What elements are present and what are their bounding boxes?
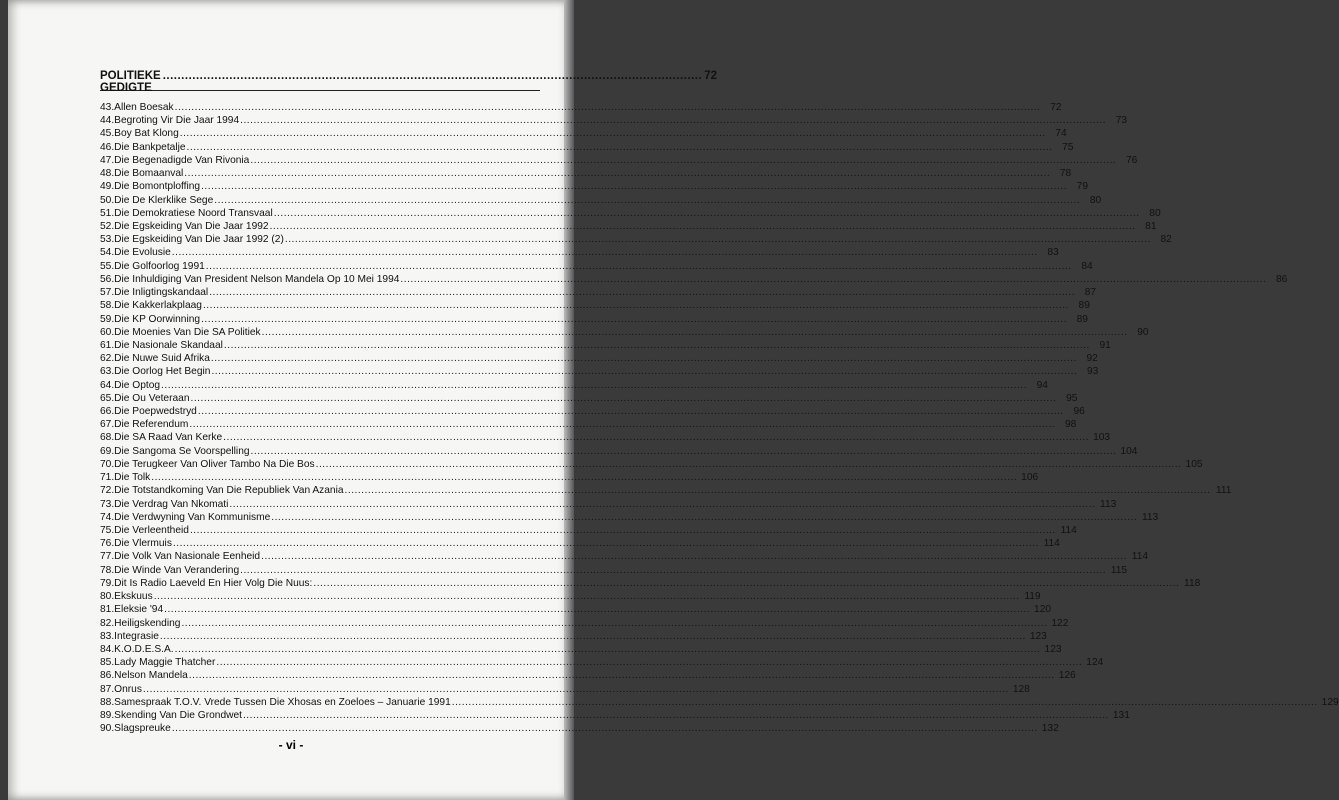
leader-dots: .................................................................................................................................................................................................................................................................... [186, 141, 1053, 153]
entry-title: Die Poepwedstryd [114, 406, 197, 418]
toc-entry [100, 220, 1157, 233]
entry-title: Die Verdwyning Van Kommunisme [114, 511, 271, 523]
toc-entry [100, 379, 1048, 392]
leader-dots: .................................................................................................................................................. [162, 70, 703, 82]
entry-title: Die Bomontploffing [114, 181, 201, 193]
entry-page-number: 124 [1086, 657, 1104, 669]
leader-dots: .................................................................................................................................................................................................................................................................... [205, 260, 1072, 272]
entry-page-number: 120 [1034, 604, 1052, 616]
entry-title: Die Evolusie [114, 247, 171, 259]
toc-entry [100, 590, 1041, 603]
toc-entry [100, 392, 1078, 405]
entry-page-number: 115 [1110, 564, 1128, 576]
toc-entry [100, 643, 1062, 656]
entry-page-number: 90 [1137, 326, 1149, 338]
toc-entry [100, 101, 1062, 114]
entry-title: Die Demokratiese Noord Transvaal [114, 207, 273, 219]
entry-number: 77. [100, 551, 115, 563]
entry-title: Eleksie '94 [114, 604, 164, 616]
entry-number: 69. [100, 445, 115, 457]
entry-page-number: 114 [1131, 551, 1149, 563]
entry-number: 47. [100, 154, 115, 166]
toc-entry [100, 326, 1149, 339]
entry-number: 67. [100, 419, 115, 431]
toc-entry [100, 286, 1097, 299]
entry-title: Die Optog [114, 379, 161, 391]
entry-number: 44. [100, 115, 115, 127]
entry-page-number: 89 [1078, 300, 1090, 312]
leader-dots: .................................................................................................................................................................................................................................................................... [451, 696, 1318, 708]
leader-dots: .................................................................................................................................................................................................................................................................... [400, 273, 1267, 285]
entry-number: 75. [100, 525, 115, 536]
toc-entry [100, 246, 1059, 259]
toc-entry [100, 471, 1039, 484]
entry-page-number: 95 [1066, 392, 1078, 404]
entry-page-number: 111 [1215, 485, 1232, 497]
section-title: POLITIEKE GEDIGTE [100, 70, 161, 94]
toc-entry [100, 564, 1128, 577]
entry-page-number: 83 [1047, 247, 1059, 259]
toc-entry [100, 194, 1102, 207]
entry-number: 59. [100, 313, 115, 325]
entry-number: 84. [100, 643, 115, 655]
entry-number: 53. [100, 234, 115, 246]
entry-title: Die Kakkerlakplaag [114, 300, 202, 312]
leader-dots: .................................................................................................................................................................................................................................................................... [271, 511, 1138, 523]
toc-entry [100, 233, 1172, 246]
entry-number: 87. [100, 683, 115, 695]
toc-entry [100, 154, 1138, 167]
entry-title: Die SA Raad Van Kerke [114, 432, 223, 444]
entry-number: 86. [100, 670, 115, 682]
entry-page-number: 132 [1041, 723, 1059, 735]
entry-title: Samespraak T.O.V. Vrede Tussen Die Xhosas en Zoeloes – Januarie 1991 [114, 696, 451, 708]
entry-title: Die Volk Van Nasionale Eenheid [114, 551, 261, 563]
entry-title: Onrus [114, 683, 142, 695]
entry-number: 49. [100, 181, 115, 193]
entry-title: Begroting Vir Die Jaar 1994 [114, 115, 240, 127]
toc-entry [100, 127, 1067, 140]
entry-number: 88. [100, 696, 115, 708]
entry-title: Die Inligtingskandaal [114, 287, 209, 299]
leader-dots: .................................................................................................................................................................................................................................................................... [164, 604, 1031, 616]
entry-number: 62. [100, 353, 115, 365]
entry-number: 79. [100, 577, 115, 589]
leader-dots: .................................................................................................................................................................................................................................................................... [261, 326, 1128, 338]
entry-title: Die Verdrag Van Nkomati [114, 498, 229, 510]
entry-number: 66. [100, 406, 115, 418]
entry-page-number: 79 [1076, 181, 1088, 193]
entry-page-number: 86 [1276, 273, 1288, 285]
entry-title: Die De Klerklike Sege [114, 194, 214, 206]
entry-title: Ekskuus [114, 591, 153, 603]
leader-dots: .................................................................................................................................................................................................................................................................... [273, 207, 1140, 219]
leader-dots: .................................................................................................................................................................................................................................................................... [201, 181, 1067, 193]
entry-page-number: 81 [1145, 220, 1157, 232]
entry-title: Boy Bat Klong [114, 128, 179, 140]
entry-page-number: 98 [1064, 419, 1077, 431]
leader-dots: .................................................................................................................................................................................................................................................................... [197, 406, 1064, 418]
toc-entry [100, 339, 1111, 352]
toc-entry [100, 511, 1159, 524]
entry-number: 85. [100, 657, 115, 669]
entry-number: 78. [100, 564, 115, 576]
entry-number: 70. [100, 458, 115, 470]
toc-entry [100, 273, 1288, 286]
entry-title: Die Oorlog Het Begin [114, 366, 211, 378]
entry-title: Die KP Oorwinning [114, 313, 201, 325]
leader-dots: .................................................................................................................................................................................................................................................................... [171, 723, 1038, 735]
entry-title: Die Bomaanval [114, 168, 184, 180]
leader-dots: .................................................................................................................................................................................................................................................................... [181, 617, 1048, 629]
leader-dots: .................................................................................................................................................................................................................................................................... [190, 392, 1057, 404]
entry-page-number: 114 [1043, 538, 1060, 550]
entry-page-number: 113 [1141, 511, 1159, 523]
leader-dots: .................................................................................................................................................................................................................................................................... [214, 194, 1081, 206]
entry-title: Die Begenadigde Van Rivonia [114, 154, 250, 166]
entry-title: Die Sangoma Se Voorspelling [114, 445, 250, 457]
toc-entry [100, 167, 1072, 180]
leader-dots: .................................................................................................................................................................................................................................................................... [201, 313, 1067, 325]
entry-page-number: 96 [1073, 406, 1085, 418]
entry-page-number: 104 [1120, 445, 1138, 457]
entry-number: 63. [100, 366, 115, 378]
entry-page-number: 82 [1160, 234, 1172, 246]
entry-number: 56. [100, 273, 115, 285]
entry-page-number: 128 [1012, 683, 1030, 695]
leader-dots: .................................................................................................................................................................................................................................................................... [174, 102, 1041, 113]
leader-dots: .................................................................................................................................................................................................................................................................... [209, 287, 1076, 299]
entry-page-number: 106 [1021, 472, 1039, 484]
leader-dots: .................................................................................................................................................................................................................................................................... [240, 115, 1107, 127]
entry-number: 48. [100, 168, 115, 180]
entry-number: 61. [100, 339, 115, 351]
leader-dots: .................................................................................................................................................................................................................................................................... [151, 472, 1018, 484]
entry-title: Heiligskending [114, 617, 181, 629]
toc-entry [100, 603, 1052, 616]
leader-dots: .................................................................................................................................................................................................................................................................... [315, 458, 1182, 470]
entry-number: 52. [100, 220, 115, 232]
entry-page-number: 131 [1112, 710, 1130, 722]
entry-title: Integrasie [114, 630, 159, 642]
entry-number: 80. [100, 591, 115, 603]
entry-title: K.O.D.E.S.A. [114, 643, 174, 655]
leader-dots: .................................................................................................................................................................................................................................................................... [171, 247, 1038, 259]
entry-number: 57. [100, 287, 115, 299]
entry-page-number: 73 [1115, 115, 1128, 127]
toc-entry [100, 458, 1203, 471]
toc-entry [100, 418, 1077, 431]
toc-entry [100, 498, 1117, 511]
leader-dots: .................................................................................................................................................................................................................................................................... [250, 154, 1117, 166]
document-page [8, 0, 1339, 800]
entry-page-number: 105 [1185, 458, 1203, 470]
leader-dots: .................................................................................................................................................................................................................................................................... [188, 670, 1055, 682]
leader-dots: .................................................................................................................................................................................................................................................................... [184, 168, 1051, 180]
entry-title: Skending Van Die Grondwet [114, 710, 242, 722]
section-page-number: 72 [704, 70, 717, 82]
leader-dots: .................................................................................................................................................................................................................................................................... [210, 353, 1077, 365]
entry-title: Die Ou Veteraan [114, 392, 190, 404]
entry-number: 72. [100, 485, 115, 497]
leader-dots: .................................................................................................................................................................................................................................................................... [344, 485, 1211, 497]
section-heading [100, 70, 717, 94]
entry-number: 45. [100, 128, 115, 140]
entry-number: 64. [100, 379, 115, 391]
entry-title: Lady Maggie Thatcher [114, 657, 216, 669]
entry-page-number: 119 [1024, 591, 1041, 603]
toc-entry [100, 683, 1030, 696]
leader-dots: .................................................................................................................................................................................................................................................................... [250, 445, 1117, 457]
entry-page-number: 80 [1149, 207, 1161, 219]
leader-dots: .................................................................................................................................................................................................................................................................... [223, 339, 1090, 351]
entry-page-number: 74 [1055, 128, 1067, 140]
entry-number: 68. [100, 432, 115, 444]
entry-title: Die Verleentheid [114, 525, 189, 536]
entry-number: 43. [100, 102, 115, 113]
leader-dots: .................................................................................................................................................................................................................................................................... [189, 525, 1056, 536]
entry-title: Die Golfoorlog 1991 [114, 260, 205, 272]
entry-number: 81. [100, 604, 115, 616]
entry-title: Nelson Mandela [114, 670, 188, 682]
leader-dots: .................................................................................................................................................................................................................................................................... [313, 577, 1180, 589]
entry-page-number: 80 [1089, 194, 1102, 206]
entry-page-number: 72 [1050, 102, 1062, 113]
entry-page-number: 126 [1058, 670, 1076, 682]
entry-number: 58. [100, 300, 115, 312]
entry-number: 54. [100, 247, 115, 259]
entry-page-number: 84 [1081, 260, 1093, 272]
toc-entry [100, 617, 1069, 630]
entry-page-number: 89 [1076, 313, 1088, 325]
entry-number: 73. [100, 498, 115, 510]
entry-page-number: 103 [1093, 432, 1111, 444]
entry-page-number: 118 [1184, 577, 1201, 589]
entry-page-number: 123 [1044, 643, 1062, 655]
leader-dots: .................................................................................................................................................................................................................................................................... [202, 300, 1069, 312]
toc-entry [100, 180, 1088, 193]
leader-dots: .................................................................................................................................................................................................................................................................... [153, 591, 1020, 603]
entry-title: Dit Is Radio Laeveld En Hier Volg Die Nuus: [114, 577, 313, 589]
entry-number: 60. [100, 326, 115, 338]
entry-title: Die Tolk [114, 472, 151, 484]
entry-number: 90. [100, 723, 115, 735]
entry-page-number: 123 [1029, 630, 1047, 642]
entry-title: Die Egskeiding Van Die Jaar 1992 [114, 220, 269, 232]
toc-entry [100, 630, 1047, 643]
leader-dots: .................................................................................................................................................................................................................................................................... [172, 538, 1039, 550]
leader-dots: .................................................................................................................................................................................................................................................................... [159, 630, 1026, 642]
entry-title: Die Inhuldiging Van President Nelson Mandela Op 10 Mei 1994 [114, 273, 400, 285]
toc-entry [100, 484, 1232, 497]
toc-entry [100, 537, 1060, 550]
entry-page-number: 91 [1099, 339, 1111, 351]
leader-dots: .................................................................................................................................................................................................................................................................... [240, 564, 1107, 576]
entry-number: 76. [100, 538, 115, 550]
entry-title: Die Egskeiding Van Die Jaar 1992 (2) [114, 234, 284, 246]
toc-entry [100, 207, 1161, 220]
entry-number: 65. [100, 392, 115, 404]
entry-title: Die Totstandkoming Van Die Republiek Van Azania [114, 485, 344, 497]
entry-title: Die Nasionale Skandaal [114, 339, 223, 351]
toc-entry [100, 114, 1128, 127]
entry-page-number: 122 [1051, 617, 1069, 629]
toc-entry [100, 577, 1201, 590]
entry-number: 74. [100, 511, 115, 523]
toc-entry [100, 352, 1098, 365]
entry-page-number: 129 [1321, 696, 1339, 708]
page-footer: - vi - [278, 738, 304, 752]
leader-dots: .................................................................................................................................................................................................................................................................... [174, 643, 1041, 655]
leader-dots: .................................................................................................................................................................................................................................................................... [142, 683, 1009, 695]
entry-number: 89. [100, 710, 115, 722]
toc-entry [100, 445, 1138, 458]
entry-title: Die Vlermuis [114, 538, 172, 550]
leader-dots: .................................................................................................................................................................................................................................................................... [223, 432, 1090, 444]
entry-number: 83. [100, 630, 115, 642]
toc-entry [100, 722, 1059, 735]
toc-entry [100, 431, 1111, 444]
toc-entry [100, 550, 1149, 563]
toc-entry [100, 313, 1088, 326]
entry-page-number: 93 [1087, 366, 1099, 378]
leader-dots: .................................................................................................................................................................................................................................................................... [216, 657, 1083, 669]
entry-title: Die Bankpetalje [114, 141, 186, 153]
toc-entry [100, 656, 1104, 669]
entry-title: Die Referendum [114, 419, 189, 431]
entry-title: Die Nuwe Suid Afrika [114, 353, 210, 365]
entry-page-number: 87 [1084, 287, 1097, 299]
toc-entry [100, 669, 1076, 682]
toc-entry [100, 260, 1093, 273]
leader-dots: .................................................................................................................................................................................................................................................................... [211, 366, 1078, 378]
entry-page-number: 76 [1125, 154, 1138, 166]
entry-page-number: 94 [1036, 379, 1048, 391]
toc-entry [100, 299, 1090, 312]
table-of-contents [100, 70, 1339, 736]
toc-entry [100, 141, 1074, 154]
entry-title: Die Winde Van Verandering [114, 564, 240, 576]
entry-page-number: 75 [1062, 141, 1074, 153]
leader-dots: .................................................................................................................................................................................................................................................................... [269, 220, 1136, 232]
leader-dots: .................................................................................................................................................................................................................................................................... [179, 128, 1046, 140]
entry-number: 50. [100, 194, 115, 206]
entry-title: Die Moenies Van Die SA Politiek [114, 326, 261, 338]
entry-number: 82. [100, 617, 115, 629]
leader-dots: .................................................................................................................................................................................................................................................................... [189, 419, 1056, 431]
entry-number: 51. [100, 207, 115, 219]
leader-dots: .................................................................................................................................................................................................................................................................... [261, 551, 1128, 563]
toc-entry [100, 405, 1085, 418]
leader-dots: .................................................................................................................................................................................................................................................................... [161, 379, 1027, 391]
leader-dots: .................................................................................................................................................................................................................................................................... [284, 234, 1151, 246]
entry-number: 46. [100, 141, 115, 153]
entry-page-number: 114 [1060, 525, 1077, 536]
toc-list [100, 101, 1339, 736]
toc-entry [100, 696, 1339, 709]
entry-title: Slagspreuke [114, 723, 171, 735]
toc-entry [100, 365, 1099, 378]
entry-title: Die Terugkeer Van Oliver Tambo Na Die Bos [114, 458, 315, 470]
leader-dots: .................................................................................................................................................................................................................................................................... [229, 498, 1096, 510]
entry-number: 71. [100, 472, 115, 484]
entry-title: Allen Boesak [114, 102, 174, 113]
toc-entry [100, 709, 1130, 722]
leader-dots: .................................................................................................................................................................................................................................................................... [242, 710, 1109, 722]
entry-number: 55. [100, 260, 115, 272]
toc-entry [100, 524, 1077, 537]
entry-page-number: 92 [1086, 353, 1098, 365]
entry-page-number: 113 [1100, 498, 1117, 510]
entry-page-number: 78 [1059, 168, 1072, 180]
